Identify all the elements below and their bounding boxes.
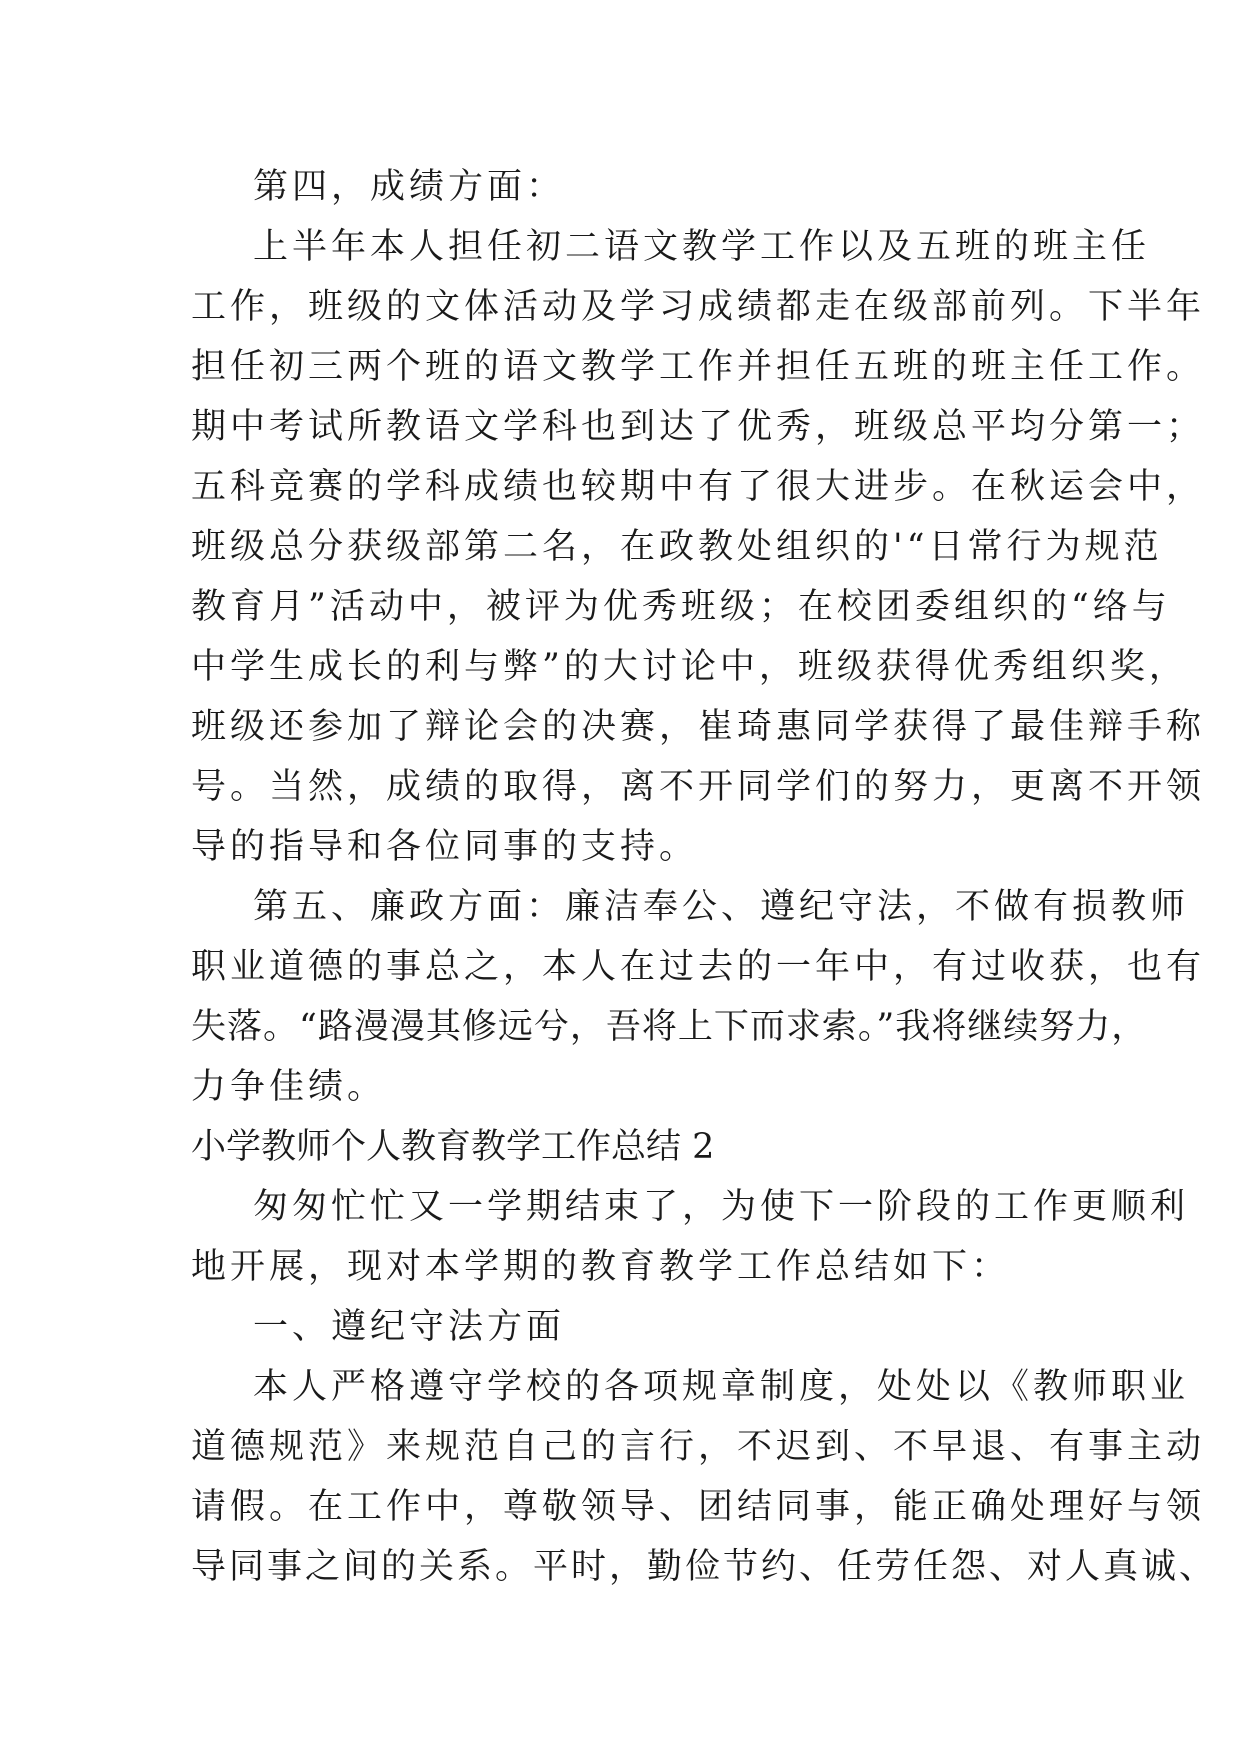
paragraph-line: 班级总分获级部第二名，在政教处组织的'“日常行为规范 (191, 527, 1163, 567)
paragraph-line: 匆匆忙忙又一学期结束了，为使下一阶段的工作更顺利 (253, 1187, 1190, 1227)
paragraph-line: 中学生成长的利与弊”的大讨论中，班级获得优秀组织奖， (191, 647, 1188, 687)
paragraph-line-integrity: 第五、廉政方面：廉洁奉公、遵纪守法，不做有损教师 (253, 887, 1190, 927)
section-heading-law-abiding: 一、遵纪守法方面 (253, 1307, 566, 1347)
document-title: 小学教师个人教育教学工作总结 2 (191, 1127, 715, 1167)
paragraph-line: 教育月”活动中，被评为优秀班级；在校团委组织的“络与 (191, 587, 1171, 627)
paragraph-line: 职业道德的事总之，本人在过去的一年中，有过收获，也有 (191, 947, 1206, 987)
paragraph-line: 工作，班级的文体活动及学习成绩都走在级部前列。下半年 (191, 287, 1206, 327)
paragraph-line: 本人严格遵守学校的各项规章制度，处处以《教师职业 (253, 1367, 1190, 1407)
paragraph-line: 期中考试所教语文学科也到达了优秀，班级总平均分第一； (191, 407, 1206, 447)
paragraph-line: 导的指导和各位同事的支持。 (191, 827, 699, 867)
paragraph-line: 道德规范》来规范自己的言行，不迟到、不早退、有事主动 (191, 1427, 1206, 1467)
paragraph-line: 上半年本人担任初二语文教学工作以及五班的班主任 (253, 227, 1151, 267)
document-body (191, 157, 1218, 1597)
paragraph-line: 失落。“路漫漫其修远兮，吾将上下而求索。”我将继续努力， (191, 1007, 1148, 1047)
paragraph-line: 班级还参加了辩论会的决赛，崔琦惠同学获得了最佳辩手称 (191, 707, 1206, 747)
paragraph-line: 导同事之间的关系。平时，勤俭节约、任劳任怨、对人真诚、 (191, 1547, 1218, 1587)
paragraph-line: 请假。在工作中，尊敬领导、团结同事，能正确处理好与领 (191, 1487, 1206, 1527)
section-heading-achievements: 第四，成绩方面： (253, 167, 566, 207)
paragraph-line: 担任初三两个班的语文教学工作并担任五班的班主任工作。 (191, 347, 1206, 387)
paragraph-line: 五科竞赛的学科成绩也较期中有了很大进步。在秋运会中， (191, 467, 1206, 507)
paragraph-line: 号。当然，成绩的取得，离不开同学们的努力，更离不开领 (191, 767, 1206, 807)
paragraph-line: 地开展，现对本学期的教育教学工作总结如下： (191, 1247, 1011, 1287)
paragraph-line: 力争佳绩。 (191, 1067, 387, 1107)
